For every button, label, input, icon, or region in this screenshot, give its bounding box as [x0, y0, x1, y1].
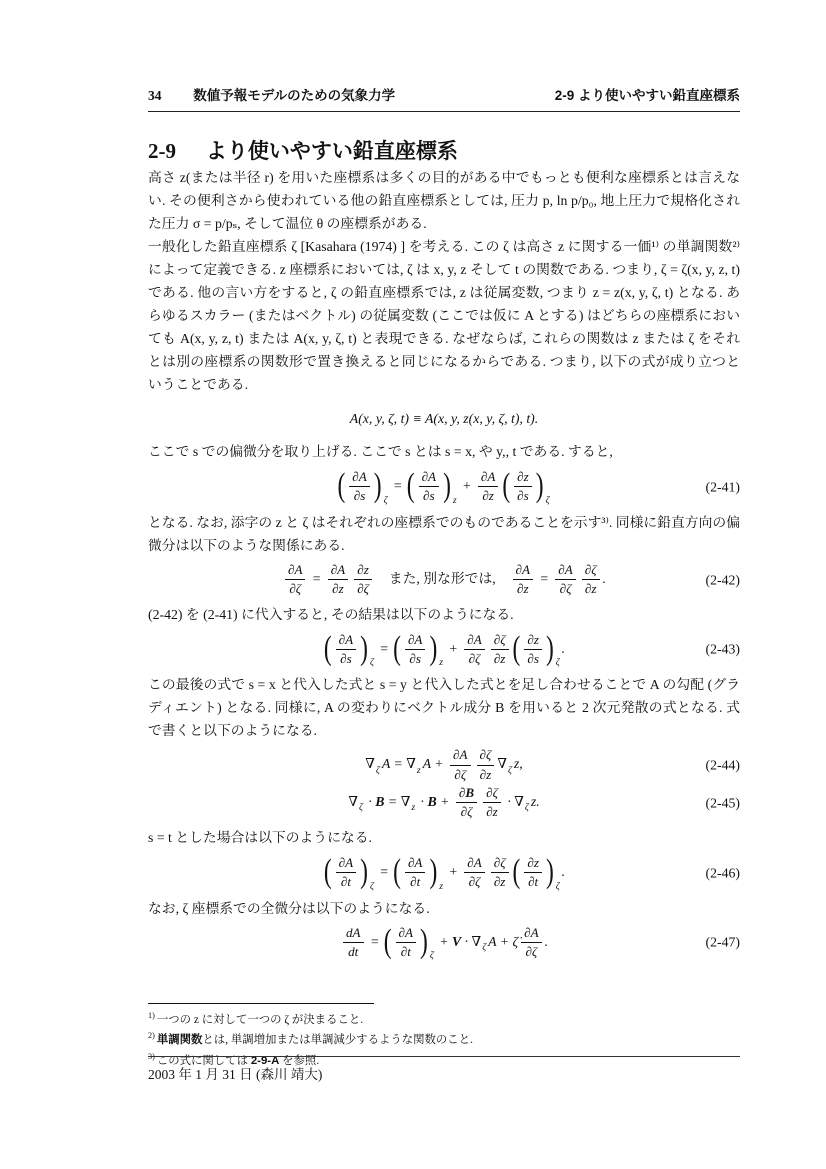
equation-2-41 — [148, 466, 740, 506]
footer-date: 2003 年 1 月 31 日 (森川 靖大) — [148, 1067, 323, 1082]
page-header — [148, 88, 740, 112]
section-title-text: より使いやすい鉛直座標系 — [205, 140, 458, 163]
equation-2-41-number: (2-41) — [705, 479, 740, 495]
footnote-rule — [148, 1003, 374, 1004]
equation-2-44-number: (2-44) — [705, 757, 740, 773]
paragraph-generalized-coordinate: 一般化した鉛直座標系 ζ [Kasahara (1974) ] を考える. この ζ は高さ z に関する一価¹⁾ の単調関数²⁾ によって定義できる. z 座標系においては, ζ は x, y, z そして t の関数である. つまり, ζ = ζ(x, y, z, t) である. 他の言い方をすると, ζ の鉛直座標系では, z は従属変数, つまり z = z(x, y, ζ, t) となる. あらゆるスカラー (またはベクトル) の従属変数 (ここでは仮に A とする) はどちらの座標系においても A(x, y, z, t) または A(x, y, ζ, t) と表現できる. なぜならば, これらの関数は z または ζ をそれとは別の座標系の関数形で置き換えると同じになるからである. つまり, 以下の式が成り立つということである. — [148, 239, 740, 392]
equation-2-44-body: $\nabla_\zeta$ $A = \nabla_z$ A + $\frac{\partial A}{\partial\zeta}$ $\frac{\partial\zeta}{\partial z}$ $\nabla_\zeta$ z, — [365, 747, 523, 782]
paragraph-gradient-divergence: この最後の式で s = x と代入した式と s = y と代入した式とを足し合わせることで A の勾配 (グラディエント) となる. 同様に, A の変わりにベクトル成分 B を用いると 2 次元発散の式となる. 式で書くと以下のようになる. — [148, 677, 740, 739]
paragraph-intro: 高さ z(または半径 r) を用いた座標系は多くの目的がある中でもっとも便利な座標系とは言えない. その便利さから使われている他の鉛直座標系としては, 圧力 p, ln p/p₀, 地上圧力で規格化された圧力 σ = p/pₛ, そして温位 θ の座標系がある. — [148, 170, 740, 231]
footnote-2-bold-term: 単調関数 — [156, 1034, 203, 1047]
equation-2-46 — [148, 852, 740, 892]
equation-2-43 — [148, 629, 740, 669]
paragraph-time-case: s = t とした場合は以下のようになる. — [148, 829, 372, 845]
equation-2-43-number: (2-43) — [705, 641, 740, 657]
equation-2-45 — [148, 785, 740, 821]
footnote-3-text: この式に関しては — [156, 1054, 251, 1067]
equation-2-47-number: (2-47) — [705, 934, 740, 950]
equation-2-46-body: ( $\frac{\partial A}{\partial t}$ ) ζ = ( $\frac{\partial A}{\partial t}$ ) z + $\frac{\partial A}{\partial\zeta}$ $\frac{\partial\zeta}{\partial z}$ ( $\frac{\partial z}{\partial t}$ ) ζ . — [323, 852, 566, 892]
footnote-2 — [148, 1028, 740, 1048]
equation-2-46-number: (2-46) — [705, 865, 740, 881]
page-number: 34 — [148, 88, 162, 103]
header-left — [148, 88, 395, 104]
paragraph-partial-derivative: ここで s での偏微分を取り上げる. ここで s とは s = x, や y,, t である. すると, — [148, 444, 613, 459]
footnote-2-marker: 2) — [148, 1031, 155, 1041]
footnote-1-marker: 1) — [148, 1011, 155, 1020]
equation-2-47-body: $\frac{dA}{dt}$ = ( $\frac{\partial A}{\partial t}$ ) ζ + $V \cdot \nabla_\zeta$ A + ζ̇ $\frac{\partial A}{\partial\zeta}$ . — [340, 925, 548, 961]
footnote-1 — [148, 1008, 740, 1028]
equation-2-45-body: $\nabla_\zeta \cdot B = \nabla_z \cdot B$ + $\frac{\partial B}{\partial\zeta}$ $\frac{\partial\zeta}{\partial z}$ · $\nabla_\zeta$ z. — [348, 785, 540, 820]
footnote-1-text: 一つの z に対して一つの ζ が決まること. — [156, 1013, 364, 1026]
page-footer — [148, 1056, 740, 1083]
footnote-3: $^{3)}$ この式に関しては 2-9-A を参照. — [148, 1051, 320, 1067]
running-head: 2-9 より使いやすい鉛直座標系 — [554, 88, 740, 103]
equation-2-42-body: $\frac{\partial A}{\partial\zeta}$ = $\frac{\partial A}{\partial z}$ $\frac{\partial z}{\partial\zeta}$ また, 別な形では, $\frac{\partial A}{\partial z}$ = $\frac{\partial A}{\partial\zeta}$ $\frac{\partial\zeta}{\partial z}$ . — [282, 562, 606, 598]
book-title: 数値予報モデルのための気象力学 — [193, 88, 396, 103]
equation-2-43-body: ( $\frac{\partial A}{\partial s}$ ) ζ = ( $\frac{\partial A}{\partial s}$ ) z + $\frac{\partial A}{\partial\zeta}$ $\frac{\partial\zeta}{\partial z}$ ( $\frac{\partial z}{\partial s}$ ) ζ . — [323, 629, 566, 669]
equation-identity-body: A(x, y, ζ, t) ≡ A(x, y, z(x, y, ζ, t), t). — [349, 410, 539, 426]
footnote-2-text: とは, 単調増加または単調減少するような関数のこと. — [202, 1034, 473, 1047]
paragraph-subscript-note: となる. なお, 添字の z と ζ はそれぞれの座標系でのものであることを示す³⁾. 同様に鉛直方向の偏微分は以下のような関係にある. — [148, 514, 740, 553]
equation-2-47 — [148, 922, 740, 962]
paragraph-substitution: (2-42) を (2-41) に代入すると, その結果は以下のようになる. — [148, 606, 514, 622]
equation-2-42 — [148, 562, 740, 598]
section-title — [148, 137, 740, 166]
section-number: 2-9 — [148, 139, 176, 163]
footnote-3-marker: 3) — [148, 1051, 155, 1061]
equation-2-41-body: ( $\frac{\partial A}{\partial s}$ ) ζ = ( $\frac{\partial A}{\partial s}$ ) z + $\frac{\partial A}{\partial z}$ ( $\frac{\partial z}{\partial s}$ ) ζ — [337, 466, 550, 506]
footnote-3-reference: 2-9-A — [250, 1054, 280, 1067]
equation-identity — [148, 405, 740, 431]
equation-2-45-number: (2-45) — [705, 795, 740, 811]
equation-2-42-number: (2-42) — [705, 572, 740, 588]
equation-2-44 — [148, 747, 740, 783]
paragraph-total-derivative: なお, ζ 座標系での全微分は以下のようになる. — [148, 900, 430, 916]
